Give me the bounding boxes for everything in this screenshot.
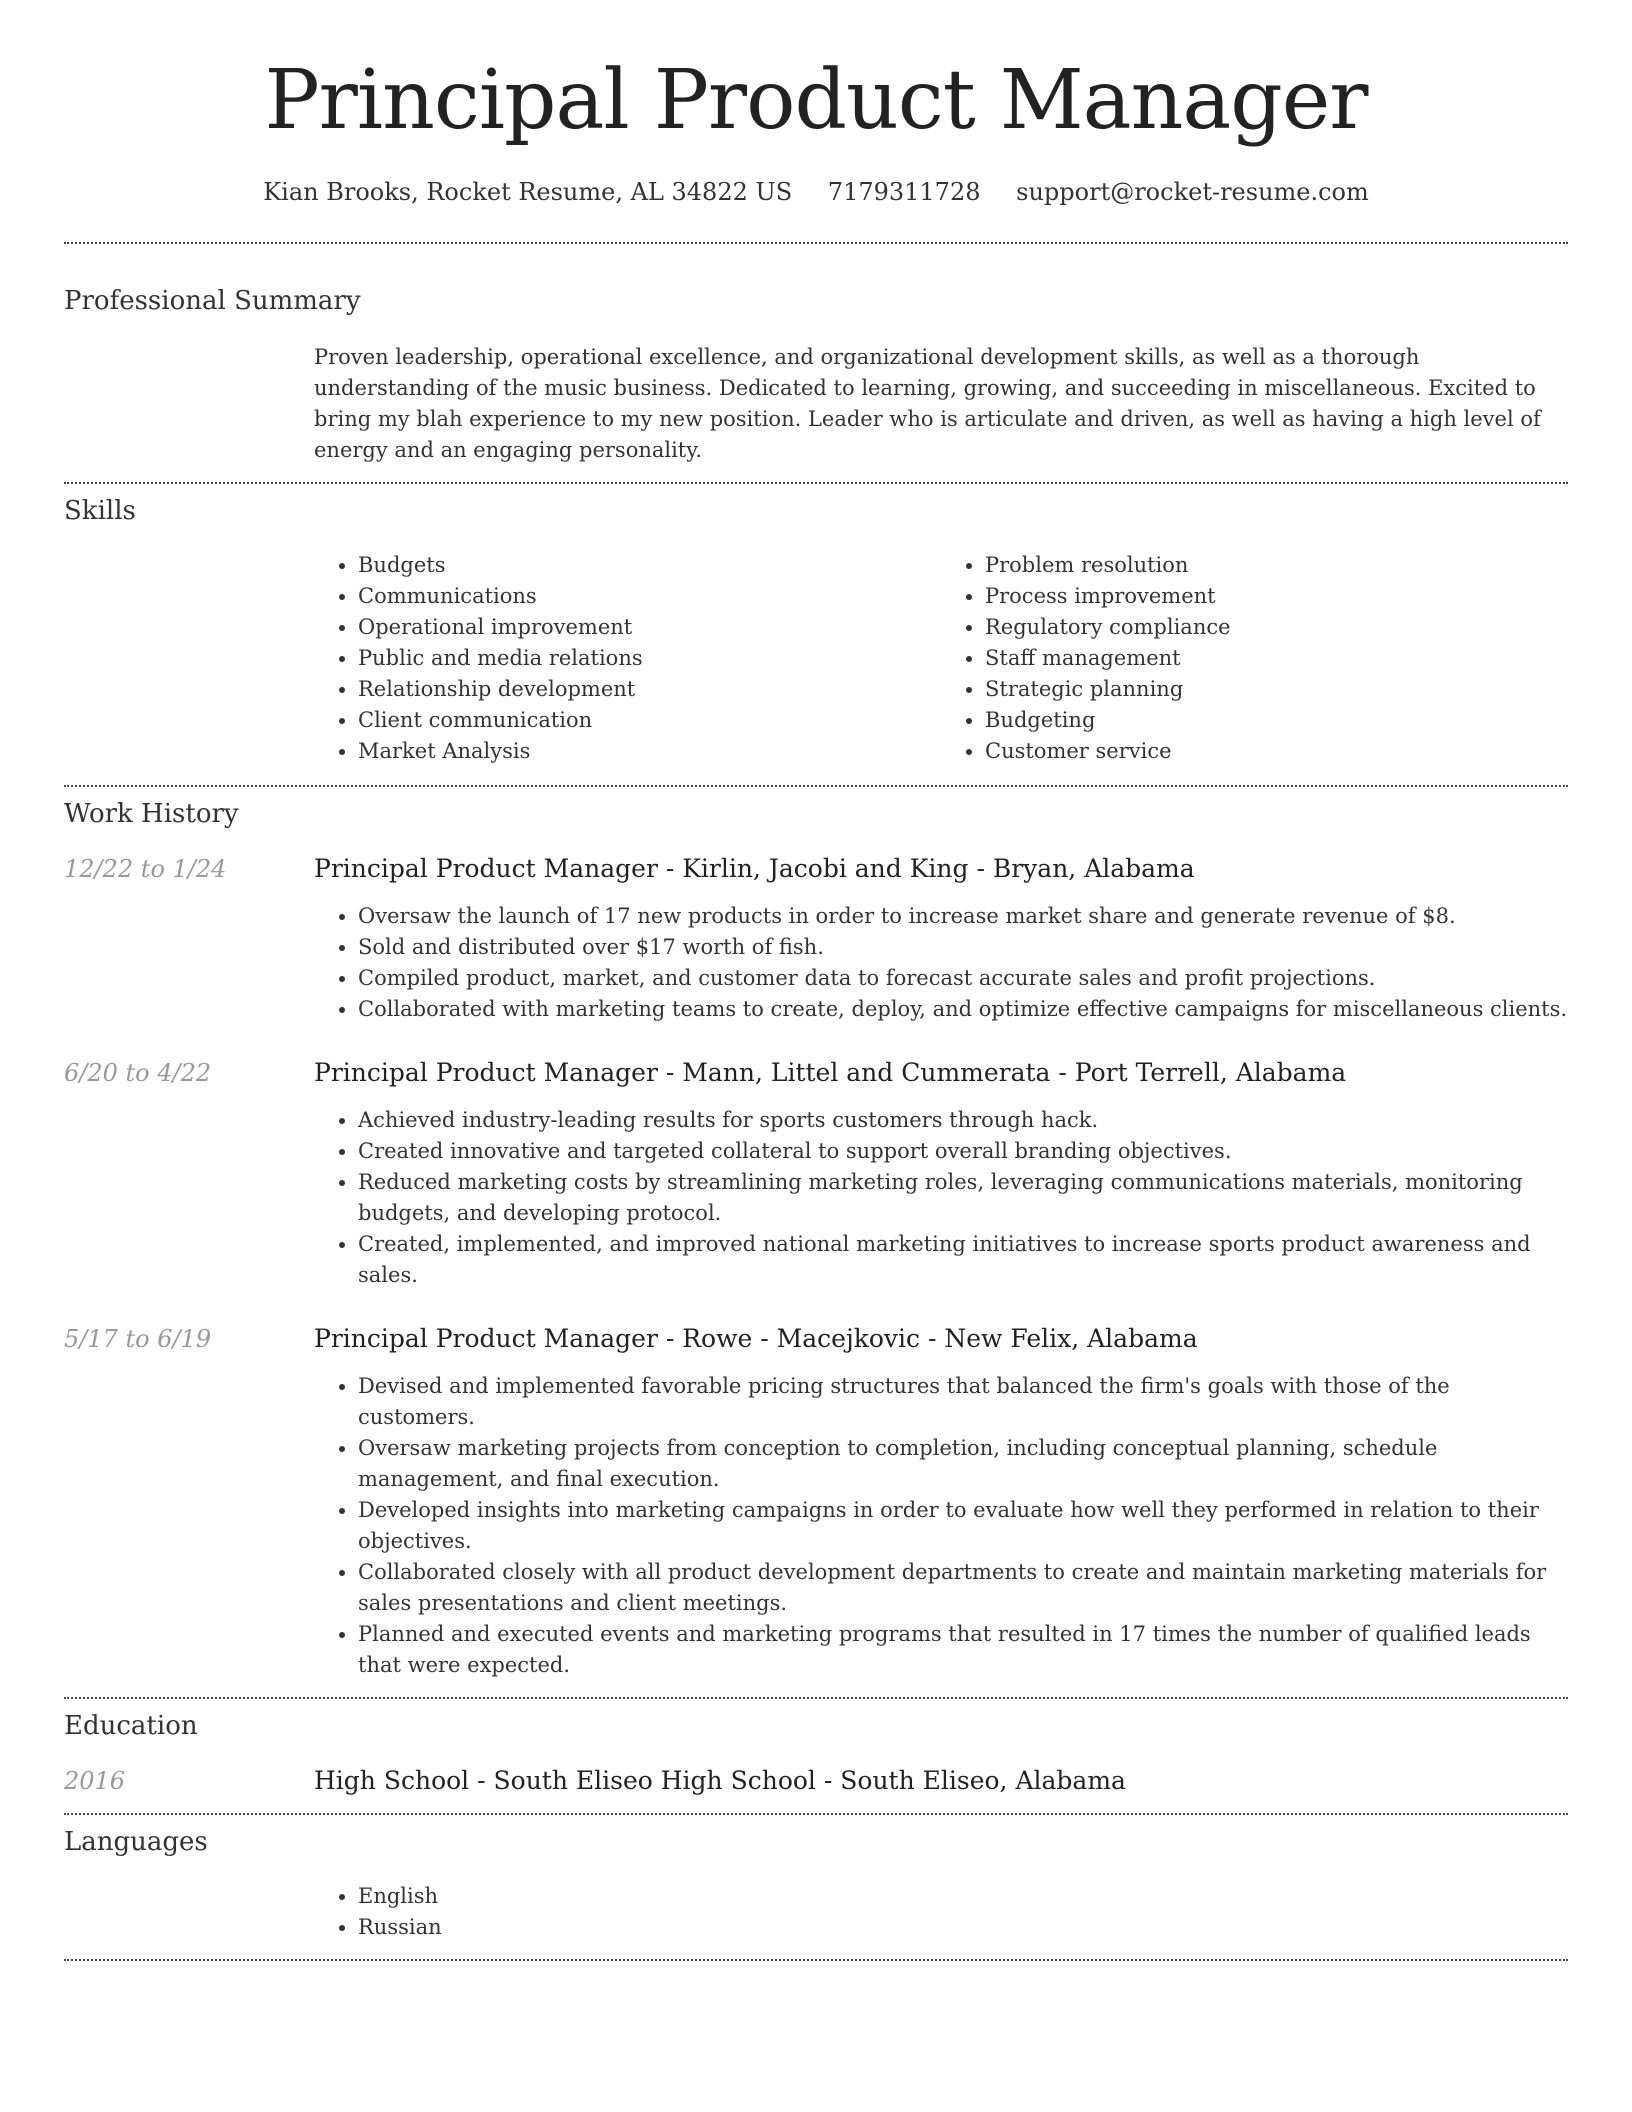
skill-item: • Customer service [985,736,1568,767]
work-section [64,787,1568,1681]
contact-line [64,178,1568,206]
job-bullet: • Developed insights into marketing campaigns in order to evaluate how well they performed in relation to their objectives. [358,1495,1568,1557]
job-bullet: • Devised and implemented favorable pricing structures that balanced the firm's goals with those of the customers. [358,1371,1568,1433]
skill-item: • Relationship development [358,674,941,705]
skill-item: • Budgeting [985,705,1568,736]
skills-right-list [941,550,1568,767]
job-bullet: • Planned and executed events and marketing programs that resulted in 17 times the number of qualified leads that were expected. [358,1619,1568,1681]
contact-address: Kian Brooks, Rocket Resume, AL 34822 US [263,178,793,206]
job-bullet: • Compiled product, market, and customer data to forecast accurate sales and profit projections. [358,963,1568,994]
job-bullet: • Oversaw marketing projects from conception to completion, including conceptual planning, schedule management, and final execution. [358,1433,1568,1495]
education-section [64,1699,1568,1797]
skill-item: • Problem resolution [985,550,1568,581]
summary-section [64,244,1568,466]
job-bullet: • Oversaw the launch of 17 new products in order to increase market share and generate revenue of $8. [358,901,1568,932]
job-bullets [314,901,1568,1025]
summary-heading: Professional Summary [64,286,361,316]
education-heading-text: High School - South Eliseo High School - South Eliseo, Alabama [314,1766,1126,1795]
job-bullets [314,1105,1568,1291]
languages-heading: Languages [64,1827,208,1857]
skills-heading: Skills [64,496,136,526]
work-heading: Work History [64,799,239,829]
contact-email: support@rocket-resume.com [1016,178,1369,206]
job-date: 5/17 to 6/19 [64,1325,212,1353]
job-bullets [314,1371,1568,1681]
education-heading: Education [64,1711,198,1741]
education-entry [64,1765,1568,1797]
skill-item: • Public and media relations [358,643,941,674]
contact-phone: 7179311728 [827,178,981,206]
skill-item: • Communications [358,581,941,612]
divider [64,1959,1568,1961]
languages-section [64,1815,1568,1943]
skill-item: • Regulatory compliance [985,612,1568,643]
resume-page [64,0,1568,1961]
languages-list [314,1881,1568,1943]
skill-item: • Client communication [358,705,941,736]
skills-section [64,484,1568,767]
job-bullet: • Reduced marketing costs by streamlining marketing roles, leveraging communications materials, monitoring budgets, and developing protocol. [358,1167,1568,1229]
job-bullet: • Sold and distributed over $17 worth of fish. [358,932,1568,963]
job-entry [64,1323,1568,1681]
skills-left-list [314,550,941,767]
job-bullet: • Collaborated with marketing teams to create, deploy, and optimize effective campaigns for miscellaneous clients. [358,994,1568,1025]
skill-item: • Process improvement [985,581,1568,612]
skill-item: • Operational improvement [358,612,941,643]
language-item: • Russian [358,1912,1568,1943]
language-item: • English [358,1881,1568,1912]
job-bullet: • Achieved industry-leading results for sports customers through hack. [358,1105,1568,1136]
job-heading: Principal Product Manager - Kirlin, Jacobi and King - Bryan, Alabama [314,854,1195,883]
summary-text: Proven leadership, operational excellence, and organizational development skills, as well as a thorough understanding of the music business. Dedicated to learning, growing, and succeeding in miscellaneous. Excited to bring my blah experience to my new position. Leader who is articulate and driven, as well as having a high level of energy and an engaging personality. [314,345,1541,462]
skill-item: • Market Analysis [358,736,941,767]
job-bullet: • Collaborated closely with all product development departments to create and maintain marketing materials for sales presentations and client meetings. [358,1557,1568,1619]
job-heading: Principal Product Manager - Mann, Littel and Cummerata - Port Terrell, Alabama [314,1058,1347,1087]
skills-grid [314,550,1568,767]
job-date: 6/20 to 4/22 [64,1059,212,1087]
job-entry [64,1057,1568,1291]
job-heading: Principal Product Manager - Rowe - Macejkovic - New Felix, Alabama [314,1324,1198,1353]
job-date: 12/22 to 1/24 [64,855,227,883]
skill-item: • Strategic planning [985,674,1568,705]
resume-title: Principal Product Manager [264,53,1368,148]
job-bullet: • Created innovative and targeted collateral to support overall branding objectives. [358,1136,1568,1167]
job-entry [64,853,1568,1025]
education-date: 2016 [64,1767,126,1795]
skill-item: • Budgets [358,550,941,581]
job-bullet: • Created, implemented, and improved national marketing initiatives to increase sports product awareness and sales. [358,1229,1568,1291]
skill-item: • Staff management [985,643,1568,674]
